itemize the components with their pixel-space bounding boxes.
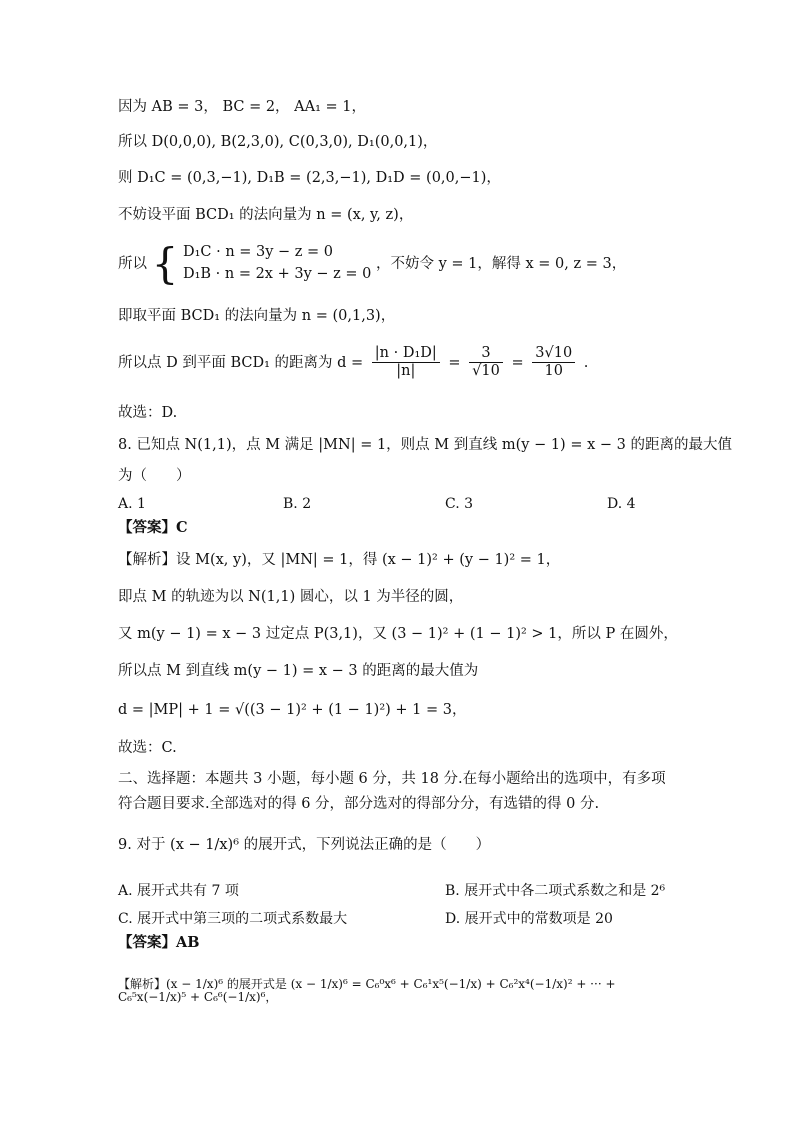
- period: .: [583, 354, 589, 371]
- solution-line: 故选：C.: [118, 740, 177, 756]
- solution-line: 又 m(y − 1) = x − 3 过定点 P(3,1)，又 (3 − 1)² + (1 − 1)² > 1，所以 P 在圆外，: [118, 626, 678, 642]
- option-d: D. 展开式中的常数项是 20: [445, 911, 613, 927]
- left-brace: {: [151, 238, 179, 288]
- denominator: |n|: [396, 363, 416, 380]
- numerator: 3√10: [532, 345, 575, 363]
- answer-9: 【答案】AB: [118, 934, 200, 951]
- question-8-stem: 8. 已知点 N(1,1)，点 M 满足 |MN| = 1，则点 M 到直线 m(y − 1) = x − 3 的距离的最大值: [118, 437, 732, 453]
- section-2-instructions: 二、选择题：本题共 3 小题，每小题 6 分，共 18 分.在每小题给出的选项中，有多项符合题目要求.全部选对的得 6 分，部分选对的得部分分，有选错的得 0 分.: [118, 771, 666, 813]
- text: 所以点 D 到平面 BCD₁ 的距离为 d =: [118, 354, 364, 371]
- equation: D₁B · n = 2x + 3y − z = 0: [182, 265, 372, 282]
- text: ，不妨令 y = 1，解得 x = 0, z = 3，: [375, 255, 627, 272]
- option-a: A. 展开式共有 7 项: [118, 883, 239, 899]
- solution-line: 所以点 M 到直线 m(y − 1) = x − 3 的距离的最大值为: [118, 663, 479, 679]
- solution-line: d = |MP| + 1 = √((3 − 1)² + (1 − 1)²) + 1 = 3，: [118, 702, 467, 718]
- text-line: 故选：D.: [118, 405, 178, 421]
- fraction: [372, 345, 440, 381]
- denominator: 10: [544, 363, 563, 380]
- solution-line: 【解析】设 M(x, y)，又 |MN| = 1，得 (x − 1)² + (y − 1)² = 1，: [118, 552, 561, 568]
- text-line: 不妨设平面 BCD₁ 的法向量为 n = (x, y, z)，: [118, 207, 414, 223]
- equals: =: [448, 354, 461, 371]
- option-a: A. 1: [118, 496, 146, 512]
- option-c: C. 展开式中第三项的二项式系数最大: [118, 911, 348, 927]
- text-line: 即取平面 BCD₁ 的法向量为 n = (0,1,3)，: [118, 308, 396, 324]
- question-9-stem: 9. 对于 (x − 1/x)⁶ 的展开式，下列说法正确的是（ ）: [118, 837, 491, 853]
- fraction: [469, 345, 503, 381]
- equation-system-line: [118, 238, 627, 292]
- denominator: √10: [472, 363, 500, 380]
- option-b: B. 2: [283, 496, 312, 512]
- answer-8: 【答案】C: [118, 519, 188, 536]
- distance-formula-line: [118, 345, 588, 381]
- text-line: 则 D₁C = (0,3,−1), D₁B = (2,3,−1), D₁D = (0,0,−1)，: [118, 170, 501, 186]
- fraction: [532, 345, 575, 381]
- numerator: |n · D₁D|: [372, 345, 440, 363]
- option-d: D. 4: [607, 496, 636, 512]
- numerator: 3: [469, 345, 503, 363]
- equation-system: [183, 242, 371, 286]
- text-line: 所以 D(0,0,0), B(2,3,0), C(0,3,0), D₁(0,0,1)，: [118, 134, 438, 150]
- option-c: C. 3: [445, 496, 474, 512]
- text-line: 因为 AB = 3， BC = 2， AA₁ = 1，: [118, 99, 367, 115]
- option-b: B. 展开式中各二项式系数之和是 2⁶: [445, 883, 666, 899]
- equation: D₁C · n = 3y − z = 0: [182, 244, 334, 260]
- solution-line: 即点 M 的轨迹为以 N(1,1) 圆心，以 1 为半径的圆，: [118, 589, 464, 605]
- equals: =: [511, 354, 524, 371]
- solution-9: 【解析】(x − 1/x)⁶ 的展开式是 (x − 1/x)⁶ = C₆⁰x⁶ + C₆¹x⁵(−1/x) + C₆²x⁴(−1/x)² + ··· + C₆⁵x(−1/x)⁵ + C₆⁶(−1/x)⁶，: [118, 977, 616, 1005]
- text: 所以: [118, 255, 147, 272]
- question-8-stem-cont: 为（ ）: [118, 468, 191, 484]
